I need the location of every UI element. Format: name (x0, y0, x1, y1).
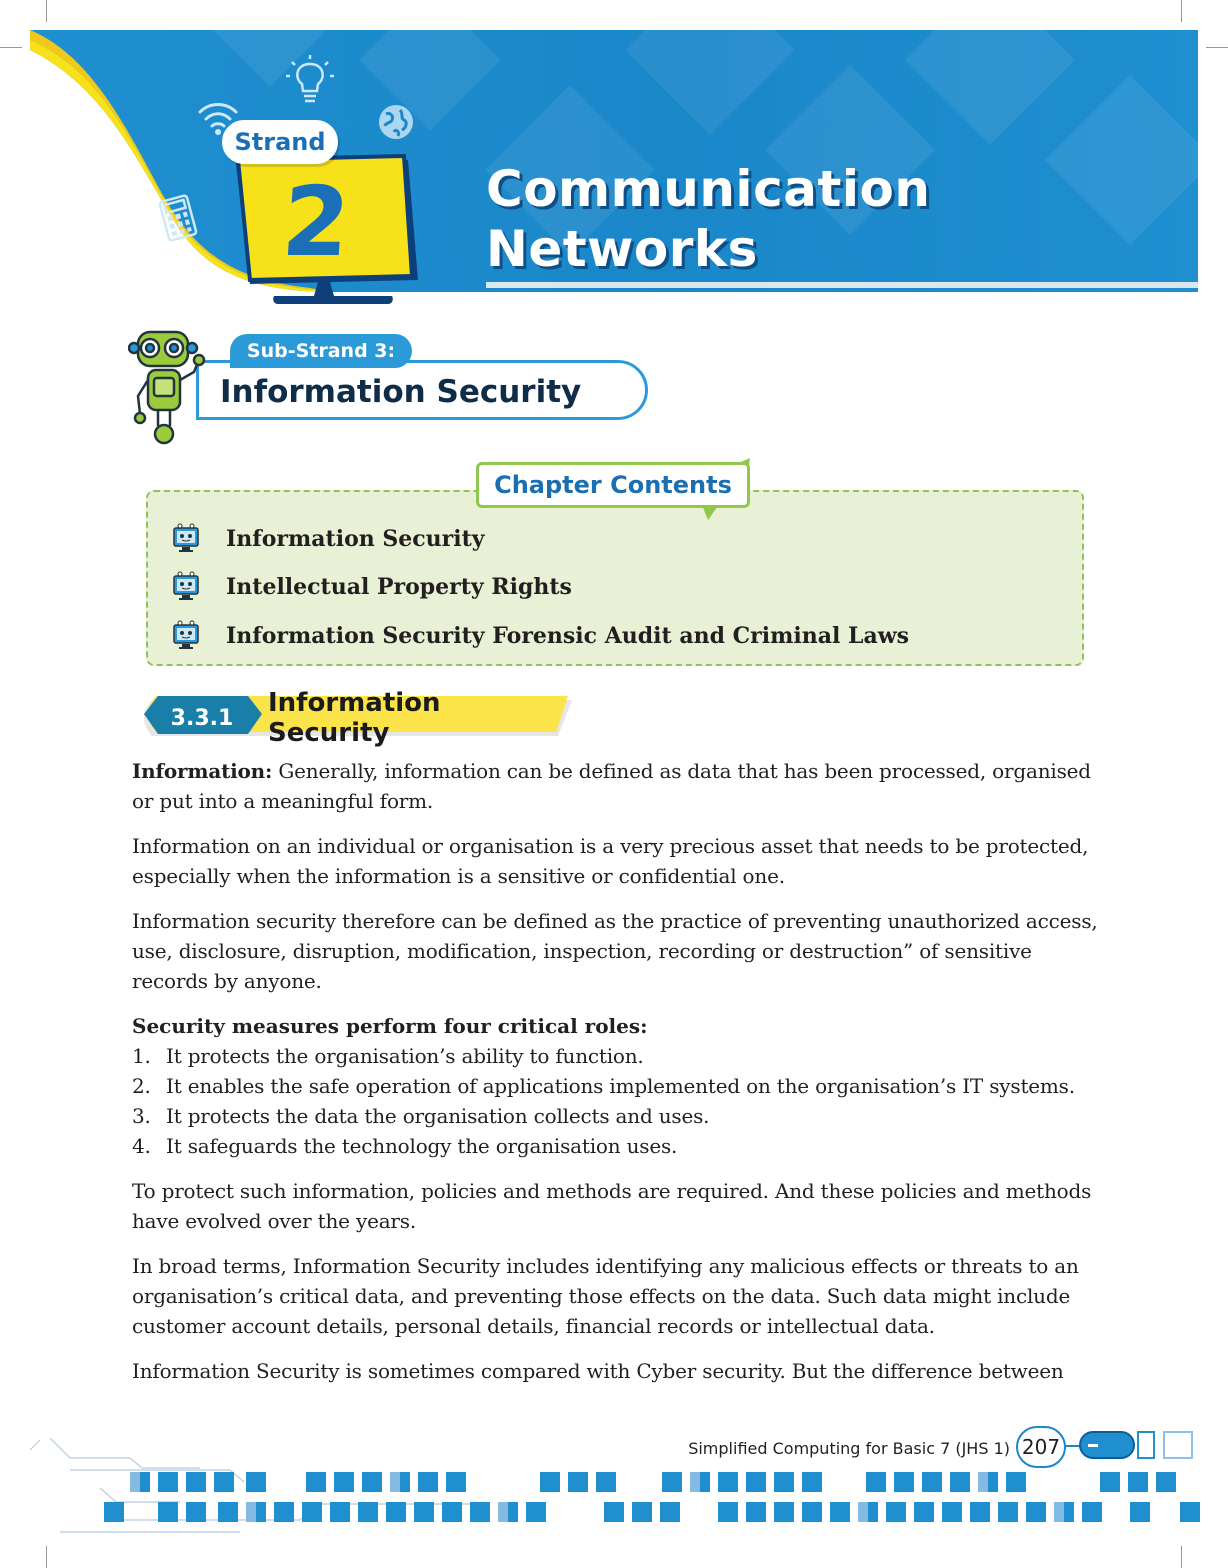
list-text: It protects the data the organisation collects and uses. (166, 1104, 710, 1128)
section-title: Information Security (268, 688, 441, 748)
contents-item (170, 522, 1070, 556)
book-title: Simplified Computing for Basic 7 (JHS 1) (688, 1438, 1010, 1458)
strand-number: 2 (278, 166, 354, 278)
globe-icon (376, 102, 416, 142)
lightbulb-icon (284, 54, 336, 106)
page-number: 207 (1016, 1426, 1066, 1468)
chapter-title-line1: Communication (486, 160, 931, 218)
monitor-mascot-icon (170, 571, 202, 603)
paragraph: In broad terms, Information Security includes identifying any malicious effects or threats to an organisation’s critical data, and preventing those effects on the data. Such data might include customer account details, personal details, financial records or intellectual data. (132, 1254, 1079, 1338)
substrand-label: Sub-Strand 3: (230, 334, 412, 368)
crop-mark (1206, 47, 1228, 48)
list-text: It safeguards the technology the organisation uses. (166, 1134, 678, 1158)
contents-item (170, 619, 1070, 653)
contents-item-label: Information Security (226, 526, 485, 552)
crop-mark (46, 0, 47, 22)
chapter-title-line2: Networks (486, 220, 758, 278)
crop-mark (1181, 1546, 1182, 1568)
banner-shadow (486, 282, 1198, 288)
paragraph: To protect such information, policies and methods are required. And these policies and methods have evolved over the years. (132, 1179, 1092, 1233)
list-number: 4. (132, 1134, 151, 1158)
list-number: 2. (132, 1074, 151, 1098)
chapter-contents-heading: Chapter Contents (476, 462, 750, 508)
crop-mark (46, 1546, 47, 1568)
substrand-title: Information Security (220, 374, 582, 410)
contents-item-label: Information Security Forensic Audit and Criminal Laws (226, 623, 910, 649)
paragraph (132, 756, 1102, 816)
list-item (132, 1041, 1102, 1071)
list-text: It enables the safe operation of applications implemented on the organisation’s IT systems. (166, 1074, 1075, 1098)
calculator-icon (156, 194, 200, 242)
paragraph: Information security therefore can be defined as the practice of preventing unauthorized access, use, disclosure, disruption, modification, inspection, recording or destruction” of sensitive records by anyone. (132, 909, 1098, 993)
paragraph: Information on an individual or organisation is a very precious asset that needs to be protected, especially when the information is a sensitive or confidential one. (132, 834, 1089, 888)
monitor-mascot-icon (170, 620, 202, 652)
list-item (132, 1071, 1102, 1101)
strand-label: Strand (222, 120, 338, 164)
robot-icon (128, 322, 208, 446)
contents-item-label: Intellectual Property Rights (226, 574, 572, 600)
crop-mark (1181, 0, 1182, 22)
list-heading: Security measures perform four critical roles: (132, 1014, 648, 1038)
section-number: 3.3.1 (170, 705, 234, 731)
list-item (132, 1131, 1102, 1161)
crop-mark (0, 47, 22, 48)
paragraph: Information Security is sometimes compared with Cyber security. But the difference between (132, 1359, 1064, 1383)
body-text (132, 756, 1102, 1401)
term: Information: (132, 759, 273, 783)
contents-item (170, 570, 1070, 604)
list-item (132, 1101, 1102, 1131)
monitor-mascot-icon (170, 523, 202, 555)
roles-list (132, 1041, 1102, 1161)
definition: Generally, information can be defined as data that has been processed, organised or put into a meaningful form. (132, 759, 1091, 813)
list-number: 1. (132, 1044, 151, 1068)
list-text: It protects the organisation’s ability to function. (166, 1044, 644, 1068)
list-number: 3. (132, 1104, 151, 1128)
